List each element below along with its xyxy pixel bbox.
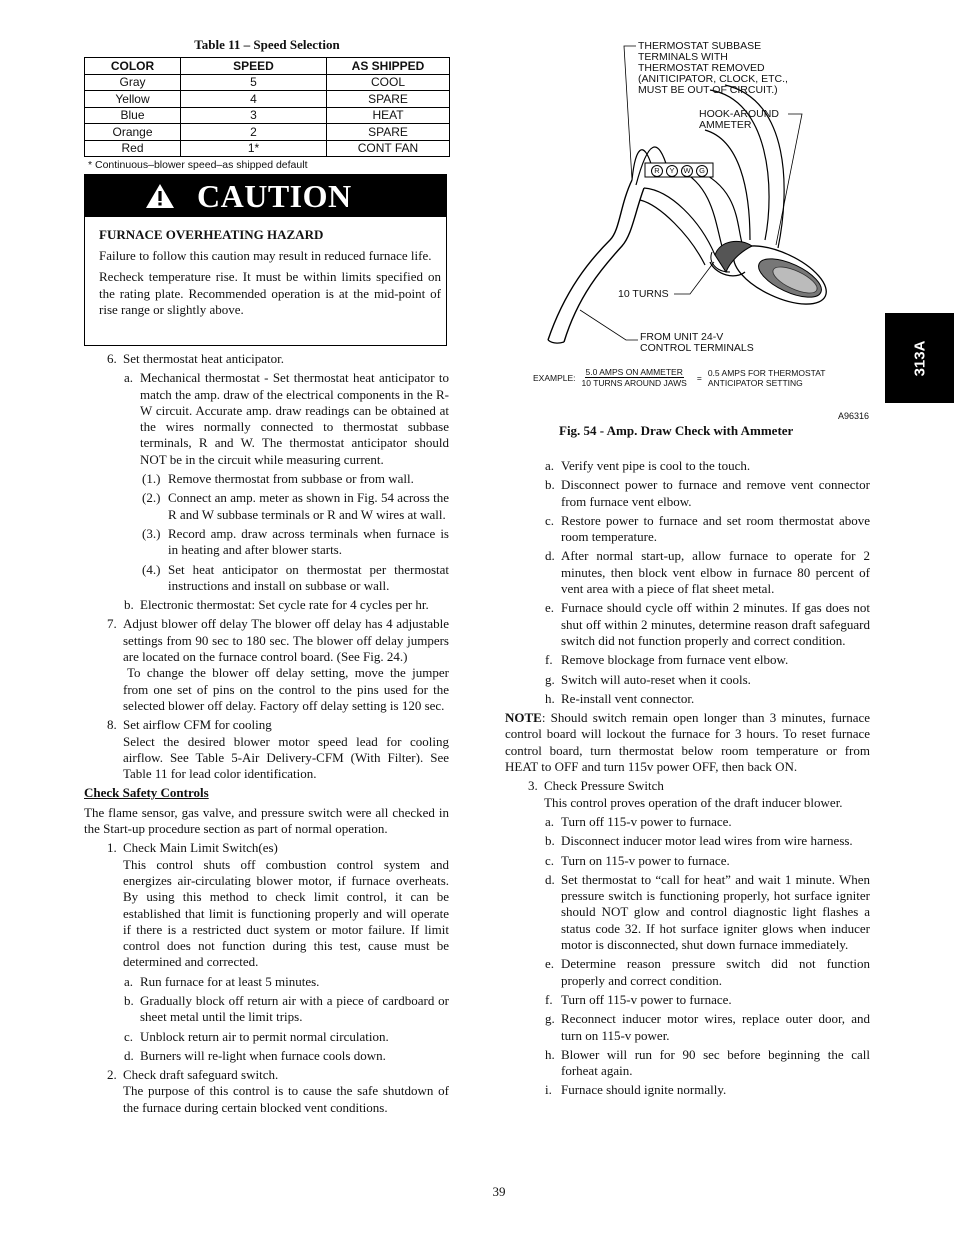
pressure-step-f: f. Turn off 115-v power to furnace. bbox=[545, 991, 732, 1007]
caution-word: CAUTION bbox=[197, 177, 352, 214]
step-8: 8. Set airflow CFM for cooling bbox=[107, 717, 272, 733]
step-7-detail: To change the blower off delay setting, move the jumper from one set of pins on the control to the pins used for the selected blower off delay. Factory off delay setting is 120 sec. bbox=[123, 665, 449, 713]
step-7: 7. Adjust blower off delay The blower off delay has 4 adjustable settings from 90 sec to 180 sec. The blower off delay jumpers are located on the furnace control board. (See Fig. 24.) bbox=[107, 616, 449, 665]
check-safety-heading: Check Safety Controls bbox=[84, 785, 209, 801]
check-2: 2. Check draft safeguard switch. bbox=[107, 1067, 279, 1083]
table-cell: 2 bbox=[181, 124, 327, 141]
wire-loop bbox=[644, 188, 715, 255]
draft-step-c: c. Restore power to furnace and set room thermostat above room temperature. bbox=[545, 512, 870, 545]
terminal-g: G bbox=[696, 165, 708, 177]
table-row bbox=[85, 107, 450, 124]
check-1b: b. Gradually block off return air with a piece of cardboard or sheet metal until the limit trips. bbox=[124, 992, 449, 1025]
check-3-detail: This control proves operation of the draft inducer blower. bbox=[544, 794, 843, 810]
check-1d: d. Burners will re-light when furnace cools down. bbox=[124, 1047, 386, 1063]
side-tab-label: 313A bbox=[910, 340, 928, 376]
table-row bbox=[85, 74, 450, 91]
example-denominator: 10 TURNS AROUND JAWS bbox=[581, 378, 687, 388]
terminal-y: Y bbox=[666, 165, 678, 177]
cable-sheath bbox=[548, 180, 632, 340]
draft-step-f: f. Remove blockage from furnace vent elbow. bbox=[545, 652, 789, 668]
label-from-unit: FROM UNIT 24-V CONTROL TERMINALS bbox=[640, 331, 754, 354]
example-equals: = bbox=[696, 372, 702, 383]
terminal-r: R bbox=[651, 165, 663, 177]
col-header-speed: SPEED bbox=[181, 58, 327, 75]
check-1-detail: This control shuts off combustion control system and energizes air-circulating blower motor, if furnace overheats. By using this method to check limit control, it can be established that limit is functioning properly and will operate if there is a restricted duct system or motor failure. If limit control does not function during this test, cause must be determined and corrected. bbox=[123, 856, 449, 970]
figure-caption: Fig. 54 - Amp. Draw Check with Ammeter bbox=[559, 423, 794, 438]
table-header-row bbox=[85, 58, 450, 75]
step-6a: a. Mechanical thermostat - Set thermostat heat anticipator to match the amp. draw of the electrical components in the R-W circuit. Accurate amp. draw readings can be obtained at the wires normally connected to thermostat subbase terminals, R and W. The thermostat anticipator should NOT be in the circuit while measuring current. bbox=[124, 370, 449, 467]
example-numerator: 5.0 AMPS ON AMMETER bbox=[585, 367, 683, 377]
step-6b: b. Electronic thermostat: Set cycle rate for 4 cycles per hr. bbox=[124, 597, 429, 613]
right-column bbox=[505, 458, 870, 1099]
page-number: 39 bbox=[492, 1184, 506, 1199]
left-column bbox=[84, 351, 449, 1116]
caution-text-1: Failure to follow this caution may result in reduced furnace life. bbox=[99, 248, 432, 263]
speed-selection-table bbox=[84, 57, 450, 157]
caution-box bbox=[84, 174, 447, 346]
table-row bbox=[85, 124, 450, 141]
note-label: NOTE bbox=[505, 710, 542, 726]
step-6: 6. Set thermostat heat anticipator. bbox=[107, 351, 285, 366]
draft-step-b: b. Disconnect power to furnace and remove vent connector from furnace vent elbow. bbox=[545, 477, 870, 509]
label-hook-ammeter: HOOK-AROUND AMMETER bbox=[699, 108, 779, 131]
check-2-detail: The purpose of this control is to cause the safe shutdown of the furnace during certain blocked vent conditions. bbox=[123, 1083, 449, 1115]
check-1a: a. Run furnace for at least 5 minutes. bbox=[124, 973, 320, 989]
pressure-step-g: g. Reconnect inducer motor wires, replace outer door, and turn on 115-v power. bbox=[545, 1011, 870, 1043]
table-11-title: Table 11 – Speed Selection bbox=[194, 37, 340, 52]
figure-code: A96316 bbox=[838, 411, 870, 421]
draft-step-d: d. After normal start-up, allow furnace to operate for 2 minutes, then block vent elbow in furnace 80 percent of vent area with a piece of flat sheet metal. bbox=[545, 548, 870, 597]
check-1: 1. Check Main Limit Switch(es) bbox=[107, 840, 278, 856]
pressure-step-c: c. Turn on 115-v power to furnace. bbox=[545, 852, 730, 868]
table-cell: COOL bbox=[327, 74, 450, 91]
ammeter-icon bbox=[710, 234, 835, 316]
check-safety-intro: The flame sensor, gas valve, and pressure switch were all checked in the Start-up procedure section as part of normal operation. bbox=[84, 804, 449, 837]
example-label: EXAMPLE: bbox=[533, 372, 576, 383]
step-6a-3: (3.) Record amp. draw across terminals when furnace is in heating and after blower starts. bbox=[142, 525, 449, 558]
example-fraction bbox=[582, 367, 687, 388]
table-cell: 5 bbox=[181, 74, 327, 91]
table-cell: HEAT bbox=[327, 107, 450, 124]
terminal-labels bbox=[651, 165, 708, 177]
step-6a-2: (2.) Connect an amp. meter as shown in Fig. 54 across the R and W subbase terminals or R and W wires at wall. bbox=[142, 490, 449, 522]
pressure-step-b: b. Disconnect inducer motor lead wires from wire harness. bbox=[545, 833, 853, 849]
pressure-step-i: i. Furnace should ignite normally. bbox=[545, 1082, 727, 1098]
example-formula bbox=[533, 367, 825, 388]
warning-triangle-icon bbox=[145, 183, 175, 209]
col-header-color: COLOR bbox=[85, 58, 181, 75]
table-cell: Gray bbox=[85, 74, 181, 91]
step-6a-1: (1.) Remove thermostat from subbase or from wall. bbox=[142, 471, 414, 487]
example-result: 0.5 AMPS FOR THERMOSTAT ANTICIPATOR SETTING bbox=[707, 367, 826, 388]
table-cell: 4 bbox=[181, 91, 327, 108]
pressure-step-e: e. Determine reason pressure switch did not function properly and correct condition. bbox=[545, 956, 870, 988]
table-cell: 1* bbox=[181, 140, 327, 157]
hazard-title: FURNACE OVERHEATING HAZARD bbox=[99, 227, 324, 242]
note-text: : Should switch remain open longer than 3 minutes, furnace control board will lockout the furnace for 3 hours. To reset furnace control board, turn thermostat below room temperature or from HEAT to OFF and turn 115v power OFF, then back ON. bbox=[505, 710, 870, 775]
draft-step-g: g. Switch will auto-reset when it cools. bbox=[545, 671, 751, 687]
caution-banner bbox=[85, 175, 446, 217]
table-footnote: * Continuous–blower speed–as shipped default bbox=[88, 159, 308, 171]
table-cell: Yellow bbox=[85, 91, 181, 108]
pressure-step-h: h. Blower will run for 90 sec before beginning the call forheat again. bbox=[545, 1046, 870, 1079]
table-cell: Blue bbox=[85, 107, 181, 124]
table-cell: SPARE bbox=[327, 91, 450, 108]
draft-step-h: h. Re-install vent connector. bbox=[545, 690, 695, 706]
table-row bbox=[85, 91, 450, 108]
table-cell: CONT FAN bbox=[327, 140, 450, 157]
step-8-detail: Select the desired blower motor speed lead for cooling airflow. See Table 5-Air Delivery-CFM (With Filter). See Table 11 for lead color identification. bbox=[123, 733, 449, 782]
side-tab-313a bbox=[885, 313, 954, 403]
table-cell: 3 bbox=[181, 107, 327, 124]
col-header-as-shipped: AS SHIPPED bbox=[327, 58, 450, 75]
table-row bbox=[85, 140, 450, 157]
check-1c: c. Unblock return air to permit normal circulation. bbox=[124, 1028, 389, 1044]
table-cell: SPARE bbox=[327, 124, 450, 141]
table-cell: Orange bbox=[85, 124, 181, 141]
check-3: 3. Check Pressure Switch bbox=[528, 778, 664, 794]
caution-text-2: Recheck temperature rise. It must be within limits specified on the rating plate. Recommended operation is at the mid-point of rise range or slightly above. bbox=[99, 269, 441, 317]
pressure-step-d: d. Set thermostat to “call for heat” and wait 1 minute. When pressure switch is functioning properly, hot surface igniter should NOT glow and control diagnostic light flashes a status code 32. If hot surface igniter glows when inducer motor is disconnected, shut down furnace immediately. bbox=[545, 871, 870, 953]
terminal-w: W bbox=[681, 165, 693, 177]
pressure-step-a: a. Turn off 115-v power to furnace. bbox=[545, 813, 732, 829]
step-6a-4: (4.) Set heat anticipator on thermostat per thermostat instructions and install on subbase or wall. bbox=[142, 561, 449, 593]
table-cell: Red bbox=[85, 140, 181, 157]
draft-step-a: a. Verify vent pipe is cool to the touch. bbox=[545, 458, 751, 473]
lockout-note bbox=[505, 710, 870, 775]
label-subbase: THERMOSTAT SUBBASE TERMINALS WITH THERMOSTAT REMOVED (ANITICIPATOR, CLOCK, ETC., MUST BE OUT OF CIRCUIT.) bbox=[638, 40, 788, 96]
label-turns: 10 TURNS bbox=[618, 288, 669, 300]
draft-step-e: e. Furnace should cycle off within 2 minutes. If gas does not shut off within 2 minutes, determine reason draft safeguard switch did not function properly and correct condition. bbox=[545, 600, 870, 648]
